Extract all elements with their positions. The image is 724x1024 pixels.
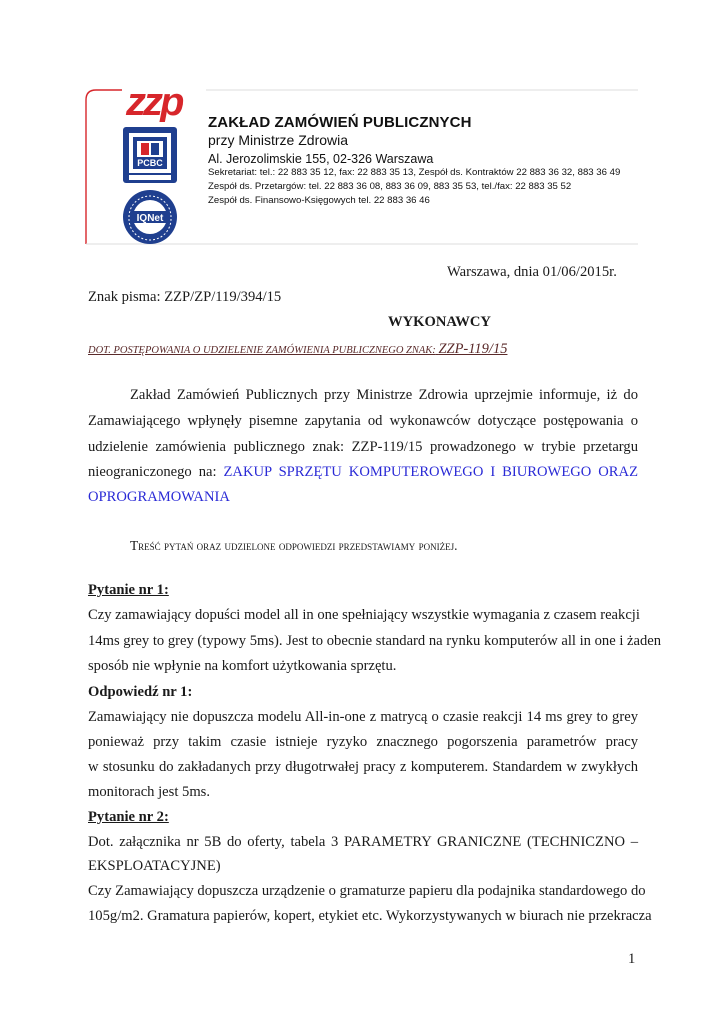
org-address: Al. Jerozolimskie 155, 02-326 Warszawa	[208, 152, 434, 166]
subject-prefix: DOT. POSTĘPOWANIA O UDZIELENIE ZAMÓWIENIA PUBLICZNEGO ZNAK:	[88, 345, 436, 356]
pcbc-certificate-seal	[121, 125, 179, 185]
intro-line: Zakład Zamówień Publicznych przy Ministrze Zdrowia uprzejmie informuje, iż do	[130, 387, 638, 403]
org-name: ZAKŁAD ZAMÓWIEŃ PUBLICZNYCH	[208, 114, 472, 131]
contact-line: Sekretariat: tel.: 22 883 35 12, fax: 22 883 35 13, Zespół ds. Kontraktów 22 883 36 32, 883 36 49	[208, 167, 621, 178]
subject-code: ZZP-119/15	[438, 341, 508, 357]
answer-1-line: w stosunku do zakładanych przy długotrwałej pracy z komputerem. Standardem w zwykłych	[88, 759, 638, 775]
intro-line: Zamawiającego wpłynęły pisemne zapytania od wykonawców dotyczące postępowania o	[88, 413, 638, 429]
procurement-title: ZAKUP SPRZĘTU KOMPUTEROWEGO I BIUROWEGO ORAZ	[223, 464, 638, 480]
answer-1-line: monitorach jest 5ms.	[88, 784, 211, 800]
addressee: WYKONAWCY	[388, 314, 491, 330]
answer-1-line: ponieważ przy takim czasie istnieje ryzyko znacznego pogorszenia parametrów pracy	[88, 734, 638, 750]
iqnet-certification-badge	[121, 188, 179, 246]
answer-1-line: Zamawiający nie dopuszcza modelu All-in-one z matrycą o czasie reakcji 14 ms grey to grey	[88, 709, 638, 725]
question-1-line: sposób nie wpłynie na komfort użytkowania sprzętu.	[88, 658, 397, 674]
question-1-heading: Pytanie nr 1:	[88, 582, 169, 598]
intro-prefix: nieograniczonego na:	[88, 464, 217, 480]
answers-intro: Treść pytań oraz udzielone odpowiedzi przedstawiamy poniżej.	[130, 538, 458, 553]
answer-1-heading: Odpowiedź nr 1:	[88, 684, 193, 700]
zzp-logo-text: zzp	[126, 84, 182, 122]
contact-line: Zespół ds. Finansowo-Księgowych tel. 22 883 36 46	[208, 195, 430, 206]
procurement-title-cont: OPROGRAMOWANIA	[88, 489, 230, 505]
question-2-line: 105g/m2. Gramatura papierów, kopert, etykiet etc. Wykorzystywanych w biurach nie przekracza	[88, 908, 652, 924]
contact-line: Zespół ds. Przetargów: tel. 22 883 36 08, 883 36 09, 883 35 53, tel./fax: 22 883 35 52	[208, 181, 572, 192]
question-1-line: 14ms grey to grey (typowy 5ms). Jest to obecnie standard na rynku komputerów all in one i żaden	[88, 633, 662, 649]
question-2-heading: Pytanie nr 2:	[88, 809, 169, 825]
pcbc-label: PCBC	[137, 158, 163, 168]
question-2-line: Czy Zamawiający dopuszcza urządzenie o gramaturze papieru dla podajnika standardowego do	[88, 883, 646, 899]
question-1-line: Czy zamawiający dopuści model all in one spełniający wszystkie wymagania z czasem reakcji	[88, 607, 640, 623]
subject-reference	[88, 341, 507, 358]
date-line: Warszawa, dnia 01/06/2015r.	[447, 264, 617, 280]
page-number: 1	[628, 951, 636, 967]
question-2-line: Dot. załącznika nr 5B do oferty, tabela 3 PARAMETRY GRANICZNE (TECHNICZNO –	[88, 834, 638, 850]
question-2-line: EKSPLOATACYJNE)	[88, 858, 221, 874]
reference-number: Znak pisma: ZZP/ZP/119/394/15	[88, 289, 282, 305]
intro-line-last	[88, 463, 638, 481]
iqnet-label: IQNet	[136, 213, 164, 224]
intro-line: udzielenie zamówienia publicznego znak: ZZP-119/15 prowadzonego w trybie przetargu	[88, 439, 638, 455]
zzp-logo	[124, 84, 214, 122]
org-subtitle: przy Ministrze Zdrowia	[208, 132, 349, 148]
